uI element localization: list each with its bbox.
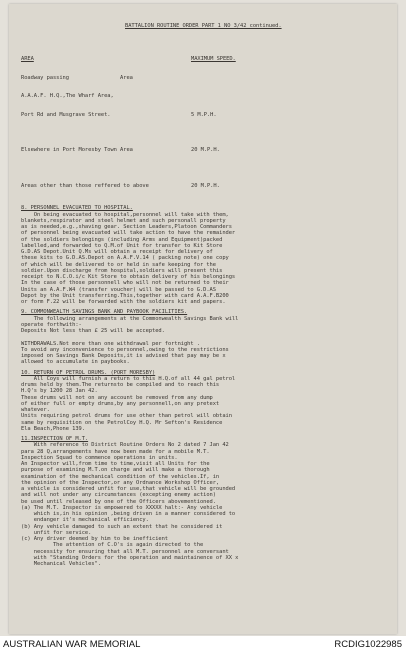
section-text-line: Ela Beach,Phone 139.: [21, 425, 85, 432]
section-text-line: G.D.AS Depot.Unit Q.Ms will obtain a receipt for delivery of: [21, 249, 213, 255]
section-text-line: The attention of C.O's is again directed to the: [21, 542, 204, 549]
section-text-line: (c) Any driver deemed by him to be inefficient: [21, 536, 168, 542]
section-text-line: be used until released by one of the Officers abovementioned.: [21, 498, 216, 505]
section-text-line: Depot by the Unit transferring.This,together with card A.A.F.B200: [21, 292, 229, 299]
section-text-line: Units an A.A.F.W4 (transfer voucher) will be passed to G.D.AS: [21, 286, 216, 293]
section-text-line: whatever.: [21, 407, 50, 413]
section-text-line: imposed on Savings Bank Deposits,it is advised that pay may be x: [21, 353, 226, 359]
section-text-line: With reference to District Routine Orders No 2 dated 7 Jan 42: [21, 442, 229, 449]
section-heading: 8. PERSONNEL EVACUATED TO HOSPITAL.: [21, 205, 133, 212]
section-heading: 9. COMMONWEALTH SAVINGS BANK AND PAYBOOK FACILITIES.: [21, 309, 188, 316]
speed-row: Port Rd and Musgrave Street. 5 M.P.H.: [21, 112, 217, 118]
section-text-line: same by requisition on the PetrolCoy H.Q. Mr Sefton's Residence: [21, 419, 223, 426]
speed-header: MAXIMUM SPEED.: [191, 55, 236, 62]
section-text-line: operate forthwith:-: [21, 321, 82, 328]
section-text-line: with "Standing Orders for the operation and maintainence of XX x: [21, 554, 239, 561]
page-title: BATTALION ROUTINE ORDER PART 1 NO 3/42 continued.: [125, 22, 282, 29]
archive-footer: [0, 636, 406, 654]
section-text-line: Mechanical Vehicles".: [21, 561, 101, 567]
section-text-line: necessity for ensuring that all M.T. personnel are conversant: [21, 548, 229, 555]
section-text-line: allowed to accumulate in paybooks.: [21, 359, 130, 366]
section-text-line: An Inspector will,from time to time,visit all Units for the: [21, 461, 210, 467]
section-text-line: and will not under any circumstances (excepting enemy action): [21, 492, 216, 499]
section-text-line: In the case of those personnell who will not be returned to their: [21, 280, 229, 287]
section-text-line: a vehicle is considered unfit for use,that vehicle will be grounded: [21, 486, 236, 492]
speed-row: Areas other than those reffered to above 20 M.P.H.: [21, 182, 220, 189]
section-text-line: purpose of examining M.T.on charge and will make a thorough: [21, 467, 210, 474]
section-text-line: Inspection Squad to commence operations in units.: [21, 454, 178, 461]
section-heading: 11.INSPECTION OF M.T.: [21, 436, 89, 442]
speed-table-header: [21, 56, 387, 62]
section-text-line: labelled,and forwarded to Q.M.of Unit for transfer to Kit Store: [21, 242, 223, 249]
section-text-line: of personnel being evacuated will take action to have the remainder: [21, 230, 236, 237]
section-text-line: All Coys will furnish a return to this H.Q.of all 44 gal petrol: [21, 375, 236, 382]
speed-row: Elsewhere in Port Moresby Town Area 20 M.P.H.: [21, 147, 220, 154]
section-text-line: Deposits Not less than £ 25 will be accepted.: [21, 328, 165, 334]
section-text-line: the opinion of the Inspector,or any Ordnance Workshop Officer,: [21, 479, 220, 486]
section-text-line: these kits to G.D.AS.Depot on A.A.F.V.14 ( packing note) one copy: [21, 255, 229, 262]
order-sections: [21, 201, 387, 567]
section-text-line: drums held by them.The returnsto be compiled and to reach this: [21, 382, 220, 388]
section-text-line: (b) Any vehicle damaged to such an extent that he considered it: [21, 523, 223, 530]
document-body: [21, 10, 387, 580]
section-text-line: The following arrangements at the Commonwealth Savings Bank will: [21, 315, 239, 322]
section-text-line: or form F.22 will be forwarded with the soldiers kit and papers.: [21, 299, 226, 305]
section-text-line: para 28 Q,arrangements have now been made for a mobile M.T.: [21, 448, 210, 455]
section-text-line: To avoid any inconvenience to personnel,owing to the restrictions: [21, 346, 229, 353]
section-text-line: of which will be delivered to or held in safe keeping for the: [21, 261, 216, 268]
section-text-line: These drums will not on any account be removed from any dump: [21, 394, 213, 401]
section-text-line: as is needed,e.g.,shaving gear. Section Leaders,Platoon Commanders: [21, 224, 232, 230]
section-text-line: of either full or empty drums,by any personnell,on any pretext: [21, 400, 220, 407]
section-text-line: of the soldiers belongings (including Arms and Equipment)packed: [21, 236, 223, 243]
section-text-line: Units requiring petrol drums for use other than petrol will obtain: [21, 413, 232, 420]
section-text-line: receipt to N.C.O.i/c Kit Store to obtain delivery of his belongings: [21, 274, 236, 280]
record-id: RCDIG1022985: [334, 639, 402, 650]
section-text-line: blankets,respirator and steel helmet and such personall property: [21, 217, 226, 224]
document-page: [9, 4, 397, 634]
speed-row: Roadway passing Area: [21, 74, 133, 81]
section-text-line: endanger it's mechanical efficiency.: [21, 517, 149, 524]
section-text-line: H.Q's by 1200 28 Jan 42.: [21, 388, 98, 395]
area-header: AREA: [21, 55, 34, 62]
section-text-line: On being evacuated to hospital,personnel will take with them,: [21, 211, 229, 218]
section-text-line: (a) The M.T. Inspector is empowered to XXXXX halt:- Any vehicle: [21, 504, 223, 511]
section-heading: 10. RETURN OF PETROL DRUMS. (PORT MORESBY): [21, 369, 156, 376]
section-text-line: soldier.Upon discharge from hospital,soldiers will present this: [21, 267, 223, 274]
section-text-line: which is,in his opinion ,being driven in a manner considered to: [21, 511, 236, 517]
section-text-line: examination of the mechanical condition of the vehicles.If, in: [21, 473, 220, 480]
archive-name: AUSTRALIAN WAR MEMORIAL: [3, 639, 141, 650]
section-text-line: WITHDRAWALS.Not more than one withdrawal per fortnight .: [21, 340, 200, 347]
speed-row: A.A.A.F. H.Q.,The Wharf Area,: [21, 93, 114, 100]
section-text-line: unfit for service.: [21, 529, 92, 536]
